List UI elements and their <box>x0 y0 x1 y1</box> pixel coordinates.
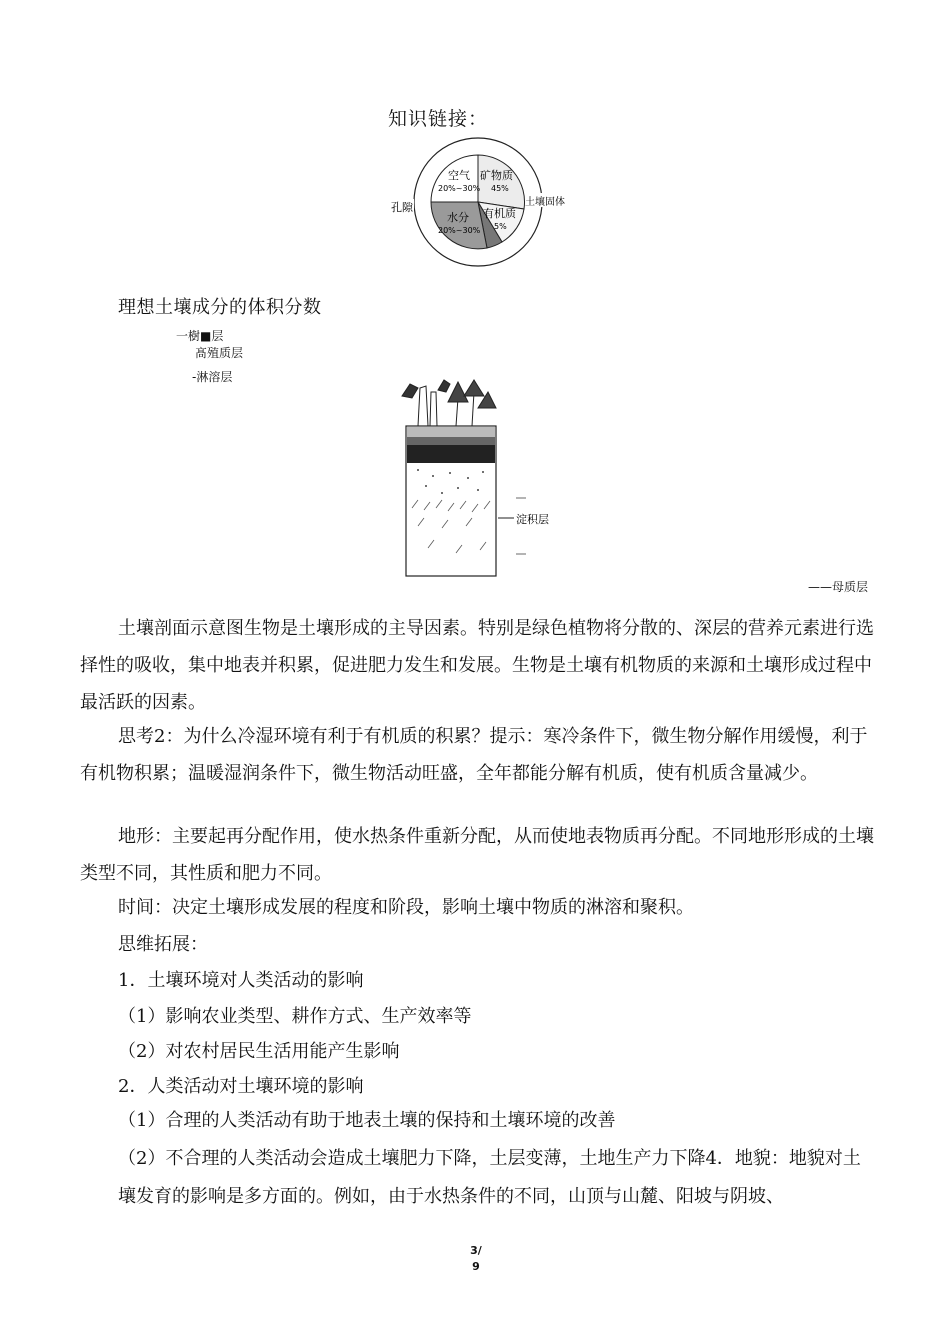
tree-icons <box>402 380 496 426</box>
soil-profile-figure <box>398 378 568 580</box>
soil-composition-pie-figure <box>390 137 568 269</box>
profile-label-eluvial: -淋溶层 <box>192 370 233 384</box>
line-item-1-2: （2）对农村居民生活用能产生影响 <box>118 1041 400 1062</box>
line-item-1: 1．土壤环境对人类活动的影响 <box>118 970 364 991</box>
page-number-total: 9 <box>472 1260 480 1273</box>
pie-label-water: 水分 <box>447 211 469 224</box>
humus-layer-top <box>407 437 495 445</box>
page-number-current: 3/ <box>470 1244 482 1257</box>
pie-label-air: 空气 <box>448 169 470 182</box>
profile-label-parent: ——母质层 <box>808 580 869 594</box>
line-thinking-extension: 思维拓展： <box>118 934 208 955</box>
paragraph-think2: 思考2：为什么冷湿环境有利于有机质的积累？提示：寒冷条件下，微生物分解作用缓慢，利于有机物积累；温暖湿润条件下，微生物活动旺盛，全年都能分解有机质，使有机质含量减少。 <box>80 726 868 784</box>
paragraph-terrain: 地形：主要起再分配作用，使水热条件重新分配，从而使地表物质再分配。不同地形形成的土壤类型不同，其性质和肥力不同。 <box>80 826 874 884</box>
pie-value-mineral: 45% <box>491 184 509 193</box>
line-time: 时间：决定土壤形成发展的程度和阶段，影响土壤中物质的淋溶和聚积。 <box>118 897 694 918</box>
profile-label-litter: 一樹■层 <box>176 329 224 343</box>
profile-label-deposit: 淀积层 <box>516 513 549 526</box>
section-heading: 知识链接： <box>388 108 489 130</box>
pie-label-pores: 孔隙 <box>391 201 413 214</box>
soil-composition-pie <box>390 137 568 269</box>
pie-label-organic: 有机质 <box>483 207 516 220</box>
pie-value-organic: 5% <box>494 222 507 231</box>
humus-layer <box>407 445 495 463</box>
line-item-2: 2．人类活动对土壤环境的影响 <box>118 1076 364 1097</box>
pie-label-mineral: 矿物质 <box>480 169 513 182</box>
paragraph-biology: 土壤剖面示意图生物是土壤形成的主导因素。特别是绿色植物将分散的、深层的营养元素进行选择性的吸收，集中地表并积累，促进肥力发生和发展。生物是土壤有机物质的来源和土壤形成过程中最活跃的因素。 <box>80 618 874 713</box>
line-item-1-1: （1）影响农业类型、耕作方式、生产效率等 <box>118 1006 472 1027</box>
line-item-2-1: （1）合理的人类活动有助于地表土壤的保持和土壤环境的改善 <box>118 1110 616 1131</box>
litter-layer <box>407 427 495 437</box>
line-item-2-2: （2）不合理的人类活动会造成土壤肥力下降，土层变薄，土地生产力下降4．地貌：地貌对土壤发育的影响是多方面的。例如，由于水热条件的不同，山顶与山麓、阳坡与阴坡、 <box>118 1148 861 1207</box>
profile-label-humus: 髙殖质层 <box>195 346 244 360</box>
pie-label-solid: 土壤固体 <box>525 197 565 208</box>
pie-value-air: 20%~30% <box>438 184 481 193</box>
page-number <box>466 1243 486 1275</box>
soil-profile-sketch <box>398 378 568 580</box>
pie-caption: 理想土壤成分的体积分数 <box>118 297 322 318</box>
pie-value-water: 20%~30% <box>438 226 481 235</box>
